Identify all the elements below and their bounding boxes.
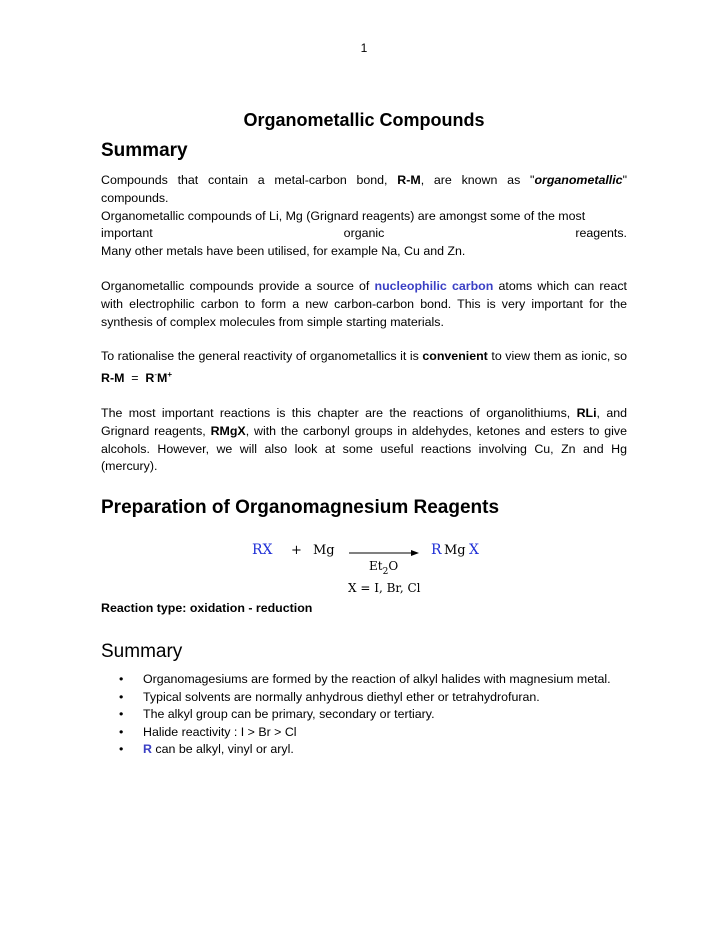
product-mg: Mg — [444, 543, 466, 559]
intro-block — [101, 172, 627, 261]
list-item: • R can be alkyl, vinyl or aryl. — [101, 741, 627, 759]
convenient-term: convenient — [422, 349, 488, 364]
intro-paragraph-2-line-3: Many other metals have been utilised, for example Na, Cu and Zn. — [101, 244, 466, 259]
rm-formula: R-M — [397, 173, 421, 187]
product-r: R — [431, 542, 442, 559]
summary-heading: Summary — [101, 140, 188, 161]
page-number: 1 — [360, 41, 368, 55]
reactant-rx: RX — [252, 542, 273, 559]
nucleophilic-paragraph: Organometallic compounds provide a source of nucleophilic carbon atoms which can react with electrophilic carbon to form a new carbon-carbon bond. This is very important for the synthesis of complex molecules from simple starting materials. — [101, 278, 627, 329]
rli-formula: RLi — [576, 406, 597, 421]
summary-bullet-list — [101, 671, 627, 759]
r-label: R — [143, 742, 152, 757]
list-item: • Organomagesiums are formed by the reaction of alkyl halides with magnesium metal. — [101, 671, 627, 689]
bullet-icon: • — [119, 672, 124, 687]
bullet-icon: • — [119, 724, 124, 739]
document-title: Organometallic Compounds — [243, 110, 485, 130]
intro-paragraph-1: Compounds that contain a metal-carbon bond, R-M, are known as "organometallic" compounds. — [101, 173, 627, 205]
reactant-mg: Mg — [313, 543, 335, 559]
bullet-icon: • — [119, 742, 124, 757]
reaction-scheme — [101, 521, 627, 601]
intro-paragraph-2-line-2: important organic reagents. — [101, 226, 627, 241]
bullet-icon: • — [119, 707, 124, 722]
summary-heading-2: Summary — [101, 641, 183, 663]
solvent-label: $Et_2O$ — [369, 559, 399, 578]
reaction-arrow-head — [411, 550, 419, 556]
reaction-type: Reaction type: oxidation - reduction — [101, 601, 313, 616]
list-item: • Typical solvents are normally anhydrous diethyl ether or tetrahydrofuran. — [101, 689, 627, 707]
bullet-icon: • — [119, 689, 124, 704]
ionic-paragraph: To rationalise the general reactivity of organometallics it is convenient to view them as ionic, so R-M = R-M+ — [101, 349, 627, 386]
organometallic-term: organometallic — [534, 173, 623, 187]
product-x: X — [469, 542, 479, 559]
rmgx-formula: RMgX — [210, 423, 246, 438]
document-body — [101, 138, 627, 759]
list-item: • The alkyl group can be primary, secondary or tertiary. — [101, 706, 627, 724]
halide-condition: X = I, Br, Cl — [348, 581, 421, 596]
intro-paragraph-2-line-1: Organometallic compounds of Li, Mg (Grignard reagents) are amongst some of the most — [101, 208, 586, 223]
preparation-heading: Preparation of Organomagnesium Reagents — [101, 497, 500, 519]
list-item: • Halide reactivity : I > Br > Cl — [101, 724, 627, 742]
plus-sign: + — [291, 543, 302, 559]
reactions-paragraph: The most important reactions is this chapter are the reactions of organolithiums, RLi, and Grignard reagents, RMgX, with the carbonyl groups in aldehydes, ketones and esters to give alcohols. However, we will also look at some useful reactions involving Cu, Zn and Hg (mercury). — [101, 406, 628, 474]
nucleophilic-carbon-term: nucleophilic carbon — [374, 278, 494, 293]
reaction-scheme-drawing — [101, 521, 627, 601]
